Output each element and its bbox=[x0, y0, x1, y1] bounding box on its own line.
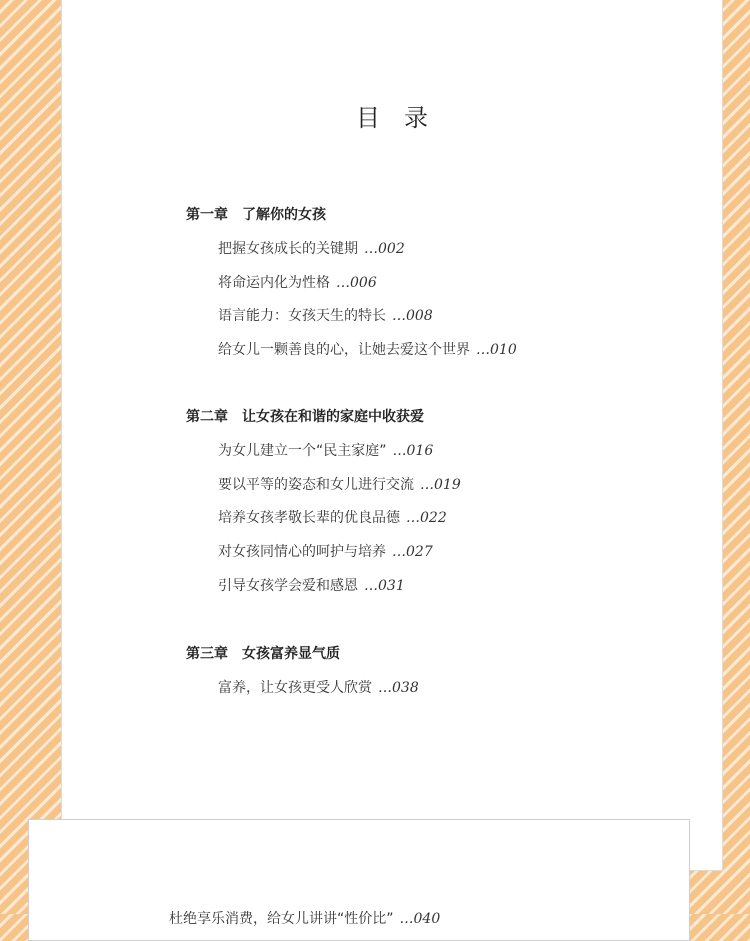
entry-page: …006 bbox=[336, 274, 377, 291]
entry-title: 为女儿建立一个“民主家庭” bbox=[218, 443, 387, 459]
entry-page: …022 bbox=[406, 510, 447, 527]
entry-page: …038 bbox=[378, 680, 419, 696]
entry-title: 语言能力：女孩天生的特长 bbox=[218, 308, 386, 325]
toc-entry[interactable] bbox=[186, 577, 461, 611]
toc-entry[interactable] bbox=[186, 274, 517, 308]
chapter-3 bbox=[186, 645, 419, 713]
chapter-title: 女孩富养显气质 bbox=[242, 646, 340, 662]
entry-page: …010 bbox=[476, 342, 517, 359]
entry-page: …008 bbox=[392, 308, 433, 325]
chapter-number: 第二章 bbox=[186, 409, 228, 425]
toc-entry-partial[interactable] bbox=[169, 908, 440, 928]
entry-page: …019 bbox=[420, 476, 461, 493]
chapter-heading bbox=[186, 408, 461, 442]
entry-title: 富养，让女孩更受人欣赏 bbox=[218, 680, 372, 696]
toc-title bbox=[62, 98, 722, 133]
entry-title: 杜绝享乐消费，给女儿讲讲“性价比” bbox=[169, 911, 394, 927]
toc-title-char-1: 目 bbox=[356, 104, 380, 132]
toc-entry[interactable] bbox=[186, 509, 461, 543]
chapter-number: 第三章 bbox=[186, 646, 228, 662]
toc-title-char-2: 录 bbox=[404, 104, 428, 132]
chapter-2 bbox=[186, 408, 461, 610]
entry-page: …027 bbox=[392, 544, 433, 561]
toc-entry[interactable] bbox=[186, 442, 461, 476]
toc-entry[interactable] bbox=[186, 307, 517, 341]
entry-title: 把握女孩成长的关键期 bbox=[218, 241, 358, 257]
entry-page: …040 bbox=[399, 911, 441, 927]
toc-entry[interactable] bbox=[186, 240, 517, 274]
chapter-heading bbox=[186, 206, 517, 240]
entry-page: …031 bbox=[364, 577, 405, 594]
toc-entry[interactable] bbox=[186, 679, 419, 713]
toc-entry[interactable] bbox=[186, 543, 461, 577]
entry-title: 将命运内化为性格 bbox=[218, 274, 330, 291]
toc-next-page bbox=[28, 819, 690, 941]
entry-page: …002 bbox=[364, 241, 405, 257]
toc-entry[interactable] bbox=[186, 341, 517, 375]
chapter-title: 让女孩在和谐的家庭中收获爱 bbox=[242, 409, 424, 425]
entry-page: …016 bbox=[392, 443, 434, 459]
chapter-heading bbox=[186, 645, 419, 679]
entry-title: 对女孩同情心的呵护与培养 bbox=[218, 544, 386, 561]
toc-entry[interactable] bbox=[186, 476, 461, 510]
toc-page bbox=[61, 0, 723, 871]
entry-title: 要以平等的姿态和女儿进行交流 bbox=[218, 476, 414, 493]
chapter-1 bbox=[186, 206, 517, 375]
chapter-number: 第一章 bbox=[186, 207, 228, 223]
entry-title: 引导女孩学会爱和感恩 bbox=[218, 577, 358, 594]
chapter-title: 了解你的女孩 bbox=[242, 207, 326, 223]
entry-title: 培养女孩孝敬长辈的优良品德 bbox=[218, 510, 400, 527]
entry-title: 给女儿一颗善良的心，让她去爱这个世界 bbox=[218, 342, 470, 359]
